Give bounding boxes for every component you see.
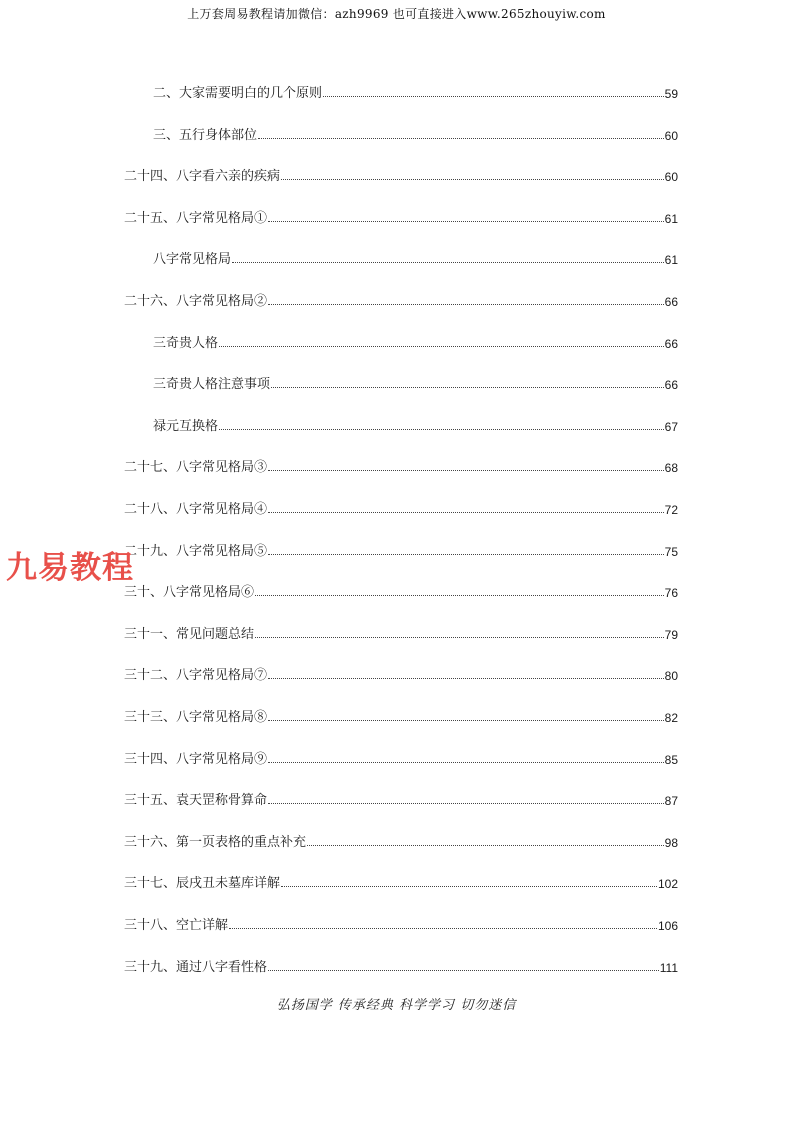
toc-entry-page: 98 — [664, 836, 678, 850]
toc-entry-label: 禄元互换格 — [153, 419, 219, 434]
toc-entry-page: 76 — [664, 586, 678, 600]
toc-entry[interactable] — [124, 497, 678, 517]
page-header: 上万套周易教程请加微信：azh9969 也可直接进入www.265zhouyiw.com — [187, 7, 606, 21]
toc-entry-label: 三奇贵人格 — [153, 336, 219, 351]
toc-entry-page: 67 — [664, 420, 678, 434]
toc-leader-dots — [232, 261, 664, 263]
toc-entry-label: 三奇贵人格注意事项 — [153, 377, 271, 392]
toc-entry[interactable] — [124, 164, 678, 184]
toc-entry[interactable] — [153, 247, 678, 267]
toc-entry-label: 三十、八字常见格局⑥ — [124, 585, 255, 600]
toc-entry[interactable] — [124, 705, 678, 725]
toc-entry-label: 二十七、八字常见格局③ — [124, 460, 268, 475]
toc-entry-page: 60 — [664, 129, 678, 143]
toc-entry-label: 三十六、第一页表格的重点补充 — [124, 835, 307, 850]
toc-leader-dots — [307, 844, 664, 846]
toc-entry[interactable] — [124, 788, 678, 808]
toc-entry-label: 三十九、通过八字看性格 — [124, 960, 268, 975]
toc-entry[interactable] — [124, 206, 678, 226]
toc-leader-dots — [268, 469, 664, 471]
toc-leader-dots — [268, 677, 664, 679]
toc-entry-page: 85 — [664, 753, 678, 767]
toc-leader-dots — [271, 386, 664, 388]
toc-leader-dots — [323, 95, 664, 97]
toc-entry-page: 61 — [664, 253, 678, 267]
toc-entry-label: 三十三、八字常见格局⑧ — [124, 710, 268, 725]
toc-entry-label: 二十四、八字看六亲的疾病 — [124, 169, 281, 184]
toc-entry-page: 59 — [664, 87, 678, 101]
toc-leader-dots — [281, 178, 664, 180]
toc-entry[interactable] — [124, 955, 678, 975]
toc-leader-dots — [268, 220, 664, 222]
toc-leader-dots — [268, 511, 664, 513]
toc-entry-label: 三十七、辰戌丑未墓库详解 — [124, 876, 281, 891]
toc-leader-dots — [258, 137, 664, 139]
toc-entry[interactable] — [124, 830, 678, 850]
toc-entry-page: 79 — [664, 628, 678, 642]
toc-entry-label: 三十八、空亡详解 — [124, 918, 229, 933]
toc-entry-label: 三十四、八字常见格局⑨ — [124, 752, 268, 767]
toc-entry[interactable] — [153, 414, 678, 434]
toc-leader-dots — [268, 553, 664, 555]
toc-entry-page: 82 — [664, 711, 678, 725]
toc-leader-dots — [229, 927, 657, 929]
toc-entry[interactable] — [153, 331, 678, 351]
page-footer: 弘扬国学 传承经典 科学学习 切勿迷信 — [276, 998, 517, 1013]
toc-entry-label: 八字常见格局 — [153, 252, 232, 267]
toc-entry-label: 三、五行身体部位 — [153, 128, 258, 143]
toc-entry-page: 61 — [664, 212, 678, 226]
toc-leader-dots — [268, 802, 664, 804]
toc-leader-dots — [255, 636, 664, 638]
toc-entry[interactable] — [153, 372, 678, 392]
toc-entry-page: 80 — [664, 669, 678, 683]
toc-entry-page: 87 — [664, 794, 678, 808]
toc-entry-label: 二、大家需要明白的几个原则 — [153, 86, 323, 101]
toc-entry[interactable] — [124, 747, 678, 767]
toc-entry-label: 二十九、八字常见格局⑤ — [124, 544, 268, 559]
toc-entry[interactable] — [153, 81, 678, 101]
toc-entry-label: 三十一、常见问题总结 — [124, 627, 255, 642]
watermark-logo: 九易教程 — [6, 550, 134, 586]
toc-entry-label: 三十二、八字常见格局⑦ — [124, 668, 268, 683]
toc-entry-page: 68 — [664, 461, 678, 475]
toc-leader-dots — [255, 594, 664, 596]
toc-entry-label: 二十五、八字常见格局① — [124, 211, 268, 226]
toc-entry[interactable] — [124, 455, 678, 475]
toc-leader-dots — [268, 303, 664, 305]
toc-leader-dots — [219, 428, 664, 430]
toc-entry-page: 106 — [657, 919, 678, 933]
toc-entry-page: 60 — [664, 170, 678, 184]
toc-entry-page: 75 — [664, 545, 678, 559]
toc-entry[interactable] — [124, 622, 678, 642]
toc-entry-page: 66 — [664, 378, 678, 392]
toc-entry-label: 二十六、八字常见格局② — [124, 294, 268, 309]
toc-entry-page: 66 — [664, 295, 678, 309]
toc-leader-dots — [268, 969, 659, 971]
toc-entry[interactable] — [124, 663, 678, 683]
toc-entry[interactable] — [124, 871, 678, 891]
toc-entry-label: 二十八、八字常见格局④ — [124, 502, 268, 517]
toc-leader-dots — [268, 719, 664, 721]
toc-entry[interactable] — [124, 539, 678, 559]
toc-entry[interactable] — [124, 580, 678, 600]
toc-leader-dots — [268, 761, 664, 763]
toc-leader-dots — [219, 345, 664, 347]
toc-entry[interactable] — [124, 289, 678, 309]
toc-leader-dots — [281, 885, 657, 887]
toc-entry-page: 102 — [657, 877, 678, 891]
toc-entry-page: 111 — [659, 961, 678, 975]
toc-entry[interactable] — [124, 913, 678, 933]
toc-entry-page: 72 — [664, 503, 678, 517]
toc-entry[interactable] — [153, 123, 678, 143]
toc-entry-label: 三十五、袁天罡称骨算命 — [124, 793, 268, 808]
toc-entry-page: 66 — [664, 337, 678, 351]
